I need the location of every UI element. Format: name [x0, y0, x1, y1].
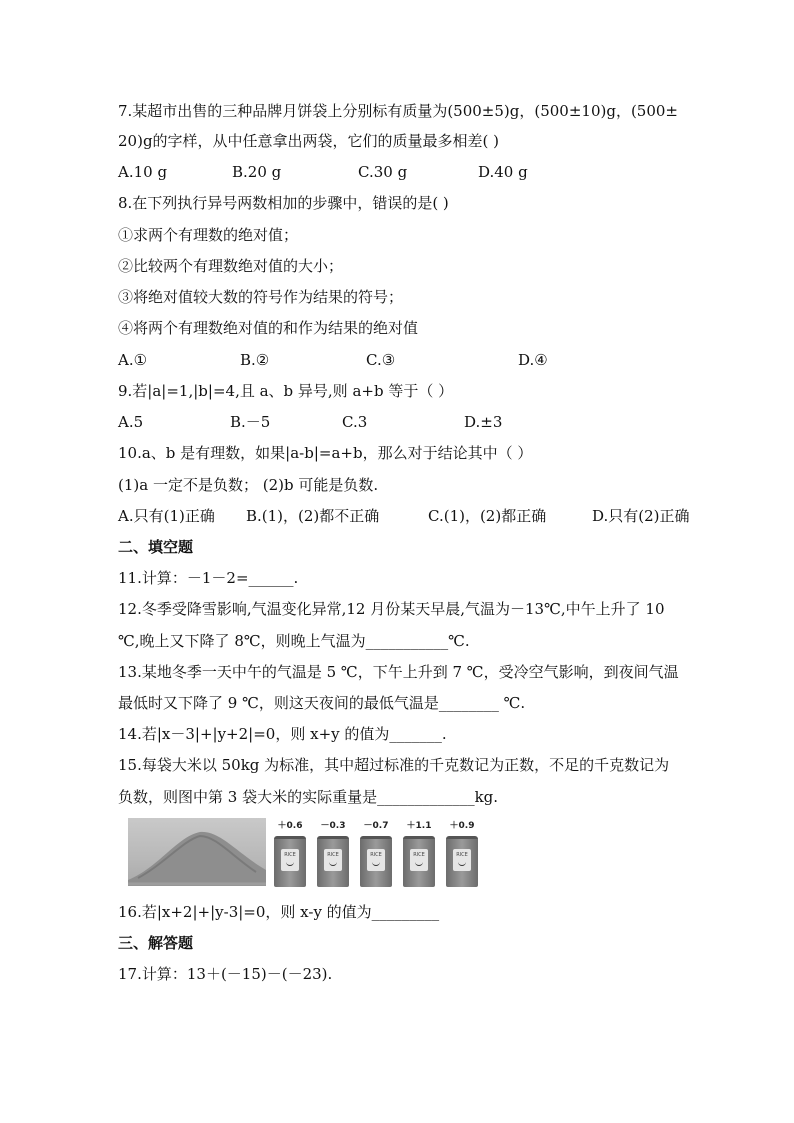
q12-stem-line2: ℃,晚上又下降了 8℃，则晚上气温为___________℃. — [118, 632, 470, 650]
rice-bag-1 — [272, 818, 308, 886]
q7-option-a[interactable]: A.10 g — [118, 163, 168, 181]
q9-options — [118, 412, 718, 432]
q8-option-c[interactable]: C.③ — [366, 351, 396, 369]
q11-stem: 11.计算：－1－2=______. — [118, 569, 299, 587]
q9-option-b[interactable]: B.－5 — [230, 413, 271, 431]
rice-tag-icon: RICE — [410, 849, 428, 871]
rice-bag-3 — [358, 818, 394, 886]
bag-label-3: －0.7 — [363, 821, 389, 831]
rice-pile-image — [128, 818, 266, 886]
q8-step-2: ②比较两个有理数绝对值的大小； — [118, 257, 344, 275]
rice-tag-icon: RICE — [281, 849, 299, 871]
q13-stem-line2: 最低时又下降了 9 ℃，则这天夜间的最低气温是________ ℃. — [118, 694, 526, 712]
q7-option-d[interactable]: D.40 g — [478, 163, 528, 181]
q7-stem-line2: 20)g的字样，从中任意拿出两袋，它们的质量最多相差( ) — [118, 132, 500, 150]
q9-option-d[interactable]: D.±3 — [464, 413, 503, 431]
q15-figure — [128, 818, 478, 886]
q8-option-b[interactable]: B.② — [240, 351, 270, 369]
q9-option-c[interactable]: C.3 — [342, 413, 368, 431]
rice-bag-2 — [315, 818, 351, 886]
bag-label-5: ＋0.9 — [449, 821, 475, 831]
q15-stem-line1: 15.每袋大米以 50kg 为标准，其中超过标准的千克数记为正数，不足的千克数记为 — [118, 756, 670, 774]
q10-stem: 10.a、b 是有理数，如果|a-b|=a+b，那么对于结论其中（ ） — [118, 444, 533, 462]
q8-option-a[interactable]: A.① — [118, 351, 148, 369]
q7-option-c[interactable]: C.30 g — [358, 163, 408, 181]
q8-step-1: ①求两个有理数的绝对值； — [118, 226, 299, 244]
q8-option-d[interactable]: D.④ — [518, 351, 548, 369]
q7-stem-line1: 7.某超市出售的三种品牌月饼袋上分别标有质量为(500±5)g，(500±10)g，(500± — [118, 102, 679, 120]
q7-option-b[interactable]: B.20 g — [232, 163, 282, 181]
q8-step-4: ④将两个有理数绝对值的和作为结果的绝对值 — [118, 319, 419, 337]
q13-stem-line1: 13.某地冬季一天中午的气温是 5 ℃，下午上升到 7 ℃，受冷空气影响，到夜间气温 — [118, 663, 679, 681]
section-fill-in-heading: 二、填空题 — [118, 538, 194, 556]
q9-option-a[interactable]: A.5 — [118, 413, 144, 431]
q15-stem-line2: 负数，则图中第 3 袋大米的实际重量是_____________kg. — [118, 788, 499, 806]
rice-bag-5 — [444, 818, 480, 886]
bag-label-1: ＋0.6 — [277, 821, 303, 831]
q7-options — [118, 162, 718, 182]
q10-option-d[interactable]: D.只有(2)正确 — [592, 507, 690, 525]
bag-label-4: ＋1.1 — [406, 821, 432, 831]
q10-options — [118, 506, 718, 526]
q8-options — [118, 350, 718, 370]
q8-stem: 8.在下列执行异号两数相加的步骤中，错误的是( ) — [118, 194, 449, 212]
q10-conclusions: (1)a 一定不是负数； (2)b 可能是负数. — [118, 476, 379, 494]
q10-option-b[interactable]: B.(1)，(2)都不正确 — [246, 507, 380, 525]
q17-stem: 17.计算：13＋(－15)－(－23). — [118, 965, 333, 983]
q10-option-c[interactable]: C.(1)，(2)都正确 — [428, 507, 547, 525]
rice-bag-4 — [401, 818, 437, 886]
q8-step-3: ③将绝对值较大数的符号作为结果的符号； — [118, 288, 404, 306]
rice-tag-icon: RICE — [324, 849, 342, 871]
rice-tag-icon: RICE — [453, 849, 471, 871]
rice-tag-icon: RICE — [367, 849, 385, 871]
bag-label-2: －0.3 — [320, 821, 346, 831]
q12-stem-line1: 12.冬季受降雪影响,气温变化异常,12 月份某天早晨,气温为－13℃,中午上升了 10 — [118, 600, 665, 618]
q16-stem: 16.若|x+2|+|y-3|=0，则 x-y 的值为_________ — [118, 903, 440, 921]
q9-stem: 9.若|a|=1,|b|=4,且 a、b 异号,则 a+b 等于（ ） — [118, 382, 454, 400]
q14-stem: 14.若|x－3|+|y+2|=0，则 x+y 的值为_______. — [118, 725, 447, 743]
q10-option-a[interactable]: A.只有(1)正确 — [118, 507, 215, 525]
section-answer-heading: 三、解答题 — [118, 934, 194, 952]
